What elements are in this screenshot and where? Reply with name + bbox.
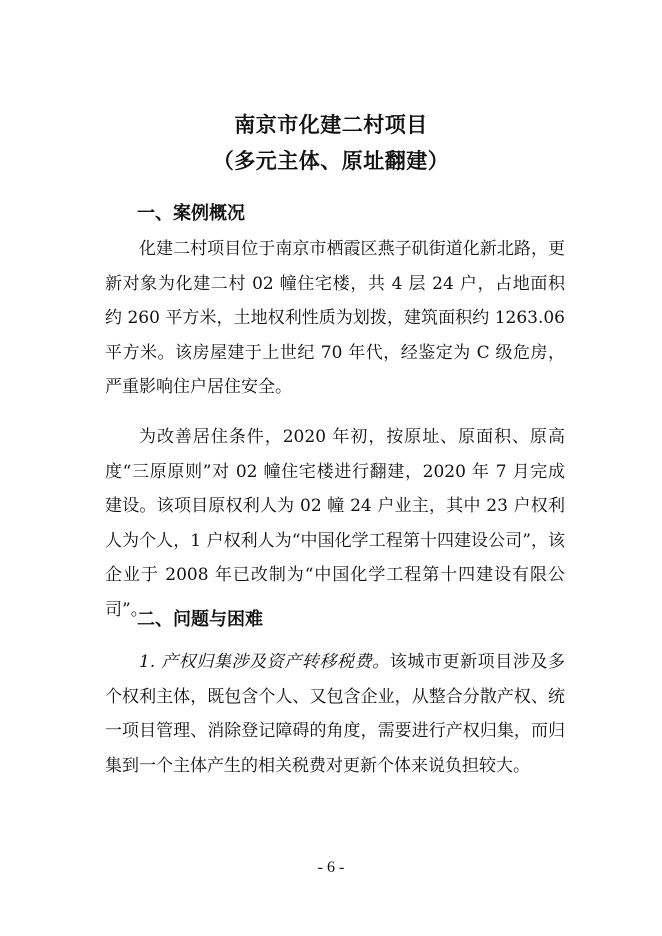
overview-paragraph-1: 化建二村项目位于南京市栖霞区燕子矶街道化新北路，更新对象为化建二村 02 幢住宅楼，共 4 层 24 户，占地面积约 260 平方米，土地权利性质为划拨，建筑面积约 1263.06 平方米。该房屋建于上世纪 70 年代，经鉴定为 C 级危房，严重影响住户居住安全。 bbox=[105, 239, 565, 397]
document-subtitle: （多元主体、原址翻建） bbox=[212, 149, 450, 173]
problem-item-1-text: 该城市更新项目涉及多个权利主体，既包含个人、又包含企业，从整合分散产权、统一项目管理、消除登记障碍的角度，需要进行产权归集，而归集到一个主体产生的相关税费对更新个体来说负担较大。 bbox=[105, 652, 565, 776]
document-title: 南京市化建二村项目 bbox=[234, 113, 428, 137]
section-heading-overview: 一、案例概况 bbox=[137, 203, 245, 224]
overview-paragraph-2: 为改善居住条件，2020 年初，按原址、原面积、原高度“三原原则”对 02 幢住宅楼进行翻建，2020 年 7 月完成建设。该项目原权利人为 02 幢 24 户业主，其中 23 户权利人为个人，1 户权利人为“中国化学工程第十四建设公司”，该企业于 2008 年已改制为“中国化学工程第十四建设有限公司”。 bbox=[105, 427, 565, 620]
page-number: - 6 - bbox=[317, 859, 345, 876]
section-heading-problems: 二、问题与困难 bbox=[137, 609, 263, 630]
problem-item-1 bbox=[105, 645, 565, 783]
problem-item-1-lead: 1. 产权归集涉及资产转移税费。 bbox=[139, 652, 390, 672]
